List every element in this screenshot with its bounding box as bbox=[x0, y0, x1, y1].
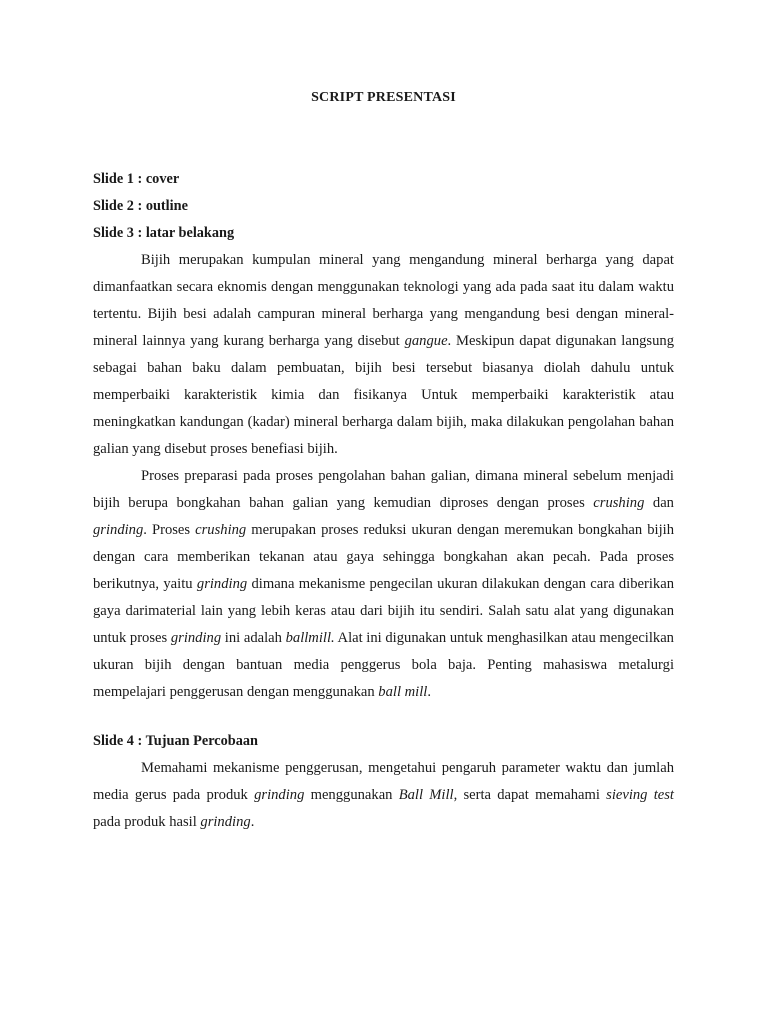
slide-3-paragraph-2: Proses preparasi pada proses pengolahan bahan galian, dimana mineral sebelum menjadi bijih berupa bongkahan bahan galian yang kemudian diproses dengan proses crushing dan grinding. Proses crushing merupakan proses reduksi ukuran dengan meremukan bongkahan bijih dengan cara memberikan tekanan atau gaya sehingga bongkahan akan pecah. Pada proses berikutnya, yaitu grinding dimana mekanisme pengecilan ukuran dilakukan dengan cara diberikan gaya darimaterial lain yang lebih keras atau dari bijih itu sendiri. Salah satu alat yang digunakan untuk proses grinding ini adalah ballmill. Alat ini digunakan untuk menghasilkan atau mengecilkan ukuran bijih dengan bantuan media penggerus bola baja. Penting mahasiswa metalurgi mempelajari penggerusan dengan menggunakan ball mill. bbox=[93, 468, 674, 700]
italic-term: grinding bbox=[254, 787, 305, 803]
italic-term: ballmill. bbox=[285, 630, 335, 646]
slide-1-section bbox=[93, 166, 674, 193]
document-title: SCRIPT PRESENTASI bbox=[311, 90, 456, 105]
slide-4-heading: Slide 4 : Tujuan Percobaan bbox=[93, 733, 258, 749]
italic-term: ball mill bbox=[378, 684, 428, 700]
slide-3-section bbox=[93, 220, 674, 706]
slide-1-heading: Slide 1 : cover bbox=[93, 171, 180, 187]
italic-term: grinding bbox=[93, 522, 144, 538]
italic-term: grinding bbox=[200, 814, 251, 830]
slide-4-section bbox=[93, 728, 674, 836]
italic-term: grinding bbox=[170, 630, 222, 646]
italic-term: crushing bbox=[593, 495, 645, 511]
italic-term: crushing bbox=[195, 522, 247, 538]
slide-2-heading: Slide 2 : outline bbox=[93, 198, 188, 214]
slide-3-paragraph-1: Bijih merupakan kumpulan mineral yang mengandung mineral berharga yang dapat dimanfaatkan secara eknomis dengan menggunakan teknologi yang ada pada saat itu dalam waktu tertentu. Bijih besi adalah campuran mineral berharga yang mengandung besi dengan mineral-mineral lainnya yang kurang berharga yang disebut gangue. Meskipun dapat digunakan langsung sebagai bahan baku dalam pembuatan, bijih besi tersebut biasanya diolah dahulu untuk memperbaiki karakteristik kimia dan fisikanya Untuk memperbaiki karakteristik atau meningkatkan kandungan (kadar) mineral berharga dalam bijih, maka dilakukan pengolahan bahan galian yang disebut proses benefiasi bijih. bbox=[93, 252, 674, 457]
document-page bbox=[93, 88, 674, 836]
italic-term: grinding bbox=[196, 576, 248, 592]
slide-2-section bbox=[93, 193, 674, 220]
slide-4-paragraph-1: Memahami mekanisme penggerusan, mengetahui pengaruh parameter waktu dan jumlah media gerus pada produk grinding menggunakan Ball Mill, serta dapat memahami sieving test pada produk hasil grinding. bbox=[93, 760, 674, 830]
slide-3-heading: Slide 3 : latar belakang bbox=[93, 225, 235, 241]
italic-term: gangue bbox=[404, 333, 448, 349]
italic-term: Ball Mill bbox=[398, 787, 454, 803]
italic-term: sieving test bbox=[606, 787, 674, 803]
